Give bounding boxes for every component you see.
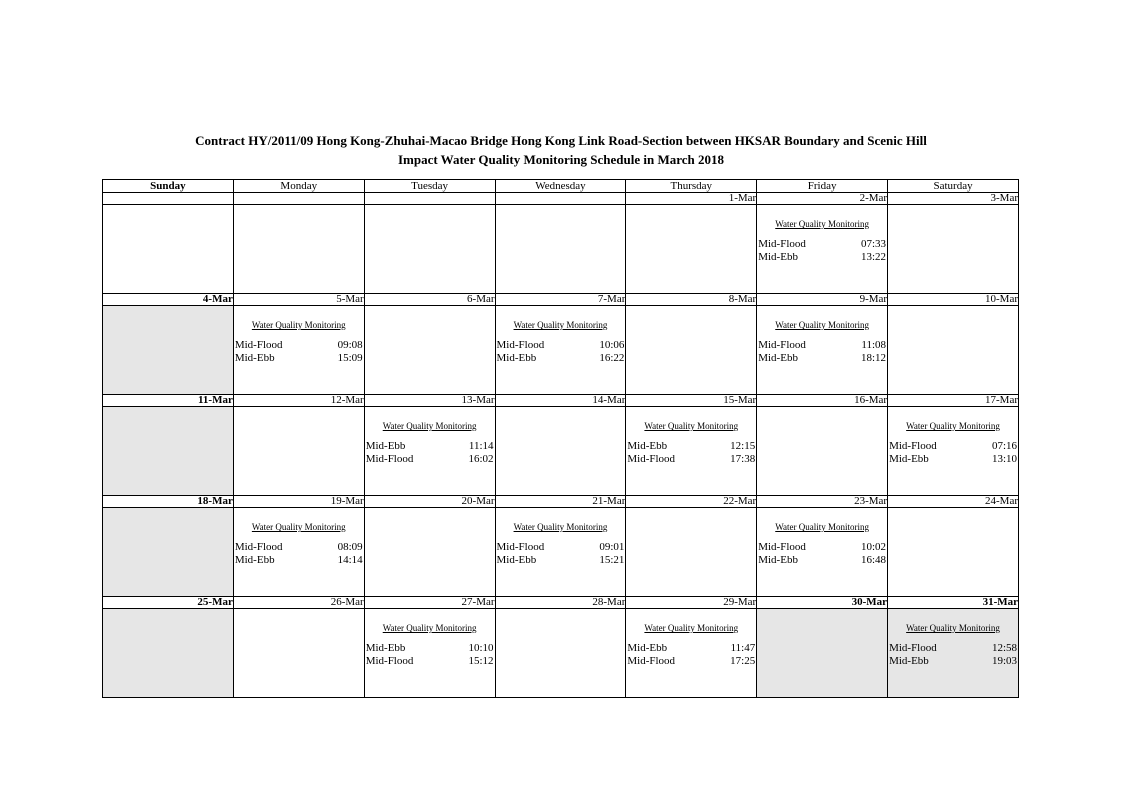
date-label: 20-Mar (364, 496, 495, 508)
tide-slots (365, 440, 495, 466)
day-cell (103, 508, 234, 597)
day-cell-row (103, 407, 1019, 496)
day-cell (364, 205, 495, 294)
document-subtitle: Impact Water Quality Monitoring Schedule in March 2018 (397, 152, 725, 167)
document-title: Contract HY/2011/09 Hong Kong-Zhuhai-Macao Bridge Hong Kong Link Road-Section between HKSAR Boundary and Scenic Hill (195, 133, 927, 148)
tide-slot (626, 642, 756, 655)
date-label: 14-Mar (495, 395, 626, 407)
tide-time: 11:14 (468, 440, 494, 452)
monitoring-label: Water Quality Monitoring (644, 623, 739, 633)
weekday-header: Sunday (103, 180, 234, 193)
tide-time: 14:14 (337, 554, 363, 566)
tide-time: 19:03 (991, 655, 1017, 667)
date-label: 25-Mar (103, 597, 234, 609)
date-label: 7-Mar (495, 294, 626, 306)
tide-slots (234, 339, 364, 365)
tide-time: 16:02 (468, 453, 494, 465)
tide-time: 18:12 (861, 352, 887, 364)
tide-slot (757, 251, 887, 264)
day-cell (233, 306, 364, 395)
tide-slot (234, 554, 364, 567)
monitoring-label: Water Quality Monitoring (906, 623, 1000, 633)
day-cell-row (103, 508, 1019, 597)
day-cell (495, 205, 626, 294)
tide-name: Mid-Ebb (234, 554, 275, 566)
day-cell-row (103, 609, 1019, 698)
day-cell (233, 205, 364, 294)
day-cell (364, 407, 495, 496)
tide-slots (757, 541, 887, 567)
tide-slots (757, 339, 887, 365)
tide-name: Mid-Flood (758, 541, 806, 553)
tide-name: Mid-Ebb (627, 440, 668, 452)
tide-slot (888, 453, 1018, 466)
date-row (103, 597, 1019, 609)
tide-name: Mid-Ebb (496, 554, 537, 566)
tide-name: Mid-Flood (758, 238, 806, 250)
tide-slot (496, 352, 626, 365)
date-label: 17-Mar (888, 395, 1019, 407)
tide-slot (234, 541, 364, 554)
day-cell (626, 205, 757, 294)
date-label: 29-Mar (626, 597, 757, 609)
tide-time: 15:21 (599, 554, 625, 566)
tide-slot (757, 541, 887, 554)
day-cell (757, 205, 888, 294)
tide-slot (626, 440, 756, 453)
monitoring-calendar (102, 179, 1019, 698)
tide-slot (496, 339, 626, 352)
day-cell (364, 508, 495, 597)
tide-name: Mid-Flood (365, 655, 414, 667)
tide-slot (757, 352, 887, 365)
day-cell (103, 609, 234, 698)
monitoring-label: Water Quality Monitoring (251, 522, 346, 532)
tide-name: Mid-Ebb (889, 453, 929, 465)
day-cell (626, 508, 757, 597)
date-label: 9-Mar (757, 294, 888, 306)
monitoring-label: Water Quality Monitoring (775, 219, 870, 229)
tide-time: 16:48 (861, 554, 887, 566)
tide-name: Mid-Ebb (365, 642, 406, 654)
date-label: 12-Mar (233, 395, 364, 407)
tide-slot (365, 440, 495, 453)
weekday-header: Wednesday (495, 180, 626, 193)
date-label: 4-Mar (103, 294, 234, 306)
tide-time: 10:02 (861, 541, 887, 553)
weekday-header: Thursday (626, 180, 757, 193)
tide-time: 17:38 (730, 453, 756, 465)
monitoring-label: Water Quality Monitoring (382, 623, 477, 633)
tide-slot (496, 554, 626, 567)
tide-name: Mid-Flood (496, 541, 545, 553)
date-label: 13-Mar (364, 395, 495, 407)
day-cell (888, 407, 1019, 496)
date-label: 8-Mar (626, 294, 757, 306)
tide-slot (888, 642, 1018, 655)
monitoring-label: Water Quality Monitoring (775, 522, 870, 532)
day-cell (495, 306, 626, 395)
day-cell (233, 609, 364, 698)
monitoring-label: Water Quality Monitoring (251, 320, 346, 330)
tide-slots (888, 642, 1018, 668)
date-label: 26-Mar (233, 597, 364, 609)
day-cell (757, 508, 888, 597)
tide-name: Mid-Ebb (758, 251, 798, 263)
tide-time: 12:15 (730, 440, 756, 452)
tide-name: Mid-Ebb (889, 655, 929, 667)
date-label: 5-Mar (233, 294, 364, 306)
tide-time: 12:58 (991, 642, 1017, 654)
tide-slot (496, 541, 626, 554)
date-label: 2-Mar (757, 193, 888, 205)
tide-name: Mid-Flood (889, 440, 937, 452)
tide-time: 07:33 (861, 238, 887, 250)
tide-slot (757, 238, 887, 251)
date-label: 19-Mar (233, 496, 364, 508)
day-cell (888, 508, 1019, 597)
tide-name: Mid-Flood (758, 339, 806, 351)
date-label: 27-Mar (364, 597, 495, 609)
tide-name: Mid-Flood (365, 453, 414, 465)
calendar-body (103, 193, 1019, 698)
date-label (364, 193, 495, 205)
day-cell-row (103, 306, 1019, 395)
date-label: 31-Mar (888, 597, 1019, 609)
tide-slot (365, 642, 495, 655)
tide-name: Mid-Flood (889, 642, 937, 654)
date-label: 24-Mar (888, 496, 1019, 508)
date-row (103, 496, 1019, 508)
tide-slot (365, 655, 495, 668)
weekday-header-row (103, 180, 1019, 193)
tide-time: 08:09 (337, 541, 363, 553)
tide-slots (626, 440, 756, 466)
tide-time: 13:10 (991, 453, 1017, 465)
tide-name: Mid-Ebb (496, 352, 537, 364)
date-label: 6-Mar (364, 294, 495, 306)
tide-slot (234, 339, 364, 352)
tide-slot (234, 352, 364, 365)
monitoring-label: Water Quality Monitoring (906, 421, 1000, 431)
date-row (103, 395, 1019, 407)
tide-time: 09:08 (337, 339, 363, 351)
tide-slots (626, 642, 756, 668)
day-cell (888, 609, 1019, 698)
monitoring-label: Water Quality Monitoring (775, 320, 870, 330)
date-label: 23-Mar (757, 496, 888, 508)
day-cell-row (103, 205, 1019, 294)
day-cell (103, 306, 234, 395)
day-cell (888, 205, 1019, 294)
date-label: 10-Mar (888, 294, 1019, 306)
day-cell (364, 306, 495, 395)
tide-name: Mid-Ebb (758, 352, 798, 364)
weekday-header: Monday (233, 180, 364, 193)
tide-name: Mid-Flood (627, 655, 676, 667)
tide-time: 13:22 (861, 251, 887, 263)
day-cell (495, 407, 626, 496)
day-cell (757, 609, 888, 698)
day-cell (626, 407, 757, 496)
tide-time: 15:09 (337, 352, 363, 364)
day-cell (757, 306, 888, 395)
date-label: 3-Mar (888, 193, 1019, 205)
tide-slot (626, 655, 756, 668)
day-cell (103, 205, 234, 294)
tide-time: 11:08 (861, 339, 887, 351)
tide-slot (757, 554, 887, 567)
weekday-header: Tuesday (364, 180, 495, 193)
tide-time: 10:10 (468, 642, 494, 654)
date-label: 28-Mar (495, 597, 626, 609)
tide-name: Mid-Flood (234, 339, 283, 351)
tide-slots (234, 541, 364, 567)
day-cell (233, 407, 364, 496)
day-cell (495, 609, 626, 698)
weekday-header: Friday (757, 180, 888, 193)
date-label: 30-Mar (757, 597, 888, 609)
day-cell (233, 508, 364, 597)
tide-slots (888, 440, 1018, 466)
day-cell (364, 609, 495, 698)
tide-name: Mid-Ebb (234, 352, 275, 364)
tide-slot (626, 453, 756, 466)
tide-slots (757, 238, 887, 264)
date-label: 16-Mar (757, 395, 888, 407)
tide-slots (496, 339, 626, 365)
weekday-header: Saturday (888, 180, 1019, 193)
day-cell (495, 508, 626, 597)
tide-slots (496, 541, 626, 567)
tide-slot (757, 339, 887, 352)
tide-name: Mid-Ebb (365, 440, 406, 452)
tide-time: 10:06 (599, 339, 625, 351)
tide-time: 07:16 (991, 440, 1017, 452)
day-cell (626, 609, 757, 698)
monitoring-label: Water Quality Monitoring (513, 320, 608, 330)
date-label: 21-Mar (495, 496, 626, 508)
tide-name: Mid-Flood (496, 339, 545, 351)
day-cell (757, 407, 888, 496)
tide-time: 16:22 (599, 352, 625, 364)
tide-name: Mid-Ebb (627, 642, 668, 654)
monitoring-label: Water Quality Monitoring (382, 421, 477, 431)
date-label: 1-Mar (626, 193, 757, 205)
tide-slot (365, 453, 495, 466)
monitoring-label: Water Quality Monitoring (644, 421, 739, 431)
tide-name: Mid-Flood (627, 453, 676, 465)
day-cell (103, 407, 234, 496)
date-label (495, 193, 626, 205)
tide-name: Mid-Flood (234, 541, 283, 553)
date-label (103, 193, 234, 205)
tide-name: Mid-Ebb (758, 554, 798, 566)
date-label: 15-Mar (626, 395, 757, 407)
date-label: 18-Mar (103, 496, 234, 508)
tide-slot (888, 655, 1018, 668)
date-row (103, 193, 1019, 205)
tide-slot (888, 440, 1018, 453)
tide-time: 11:47 (730, 642, 756, 654)
date-row (103, 294, 1019, 306)
date-label: 11-Mar (103, 395, 234, 407)
day-cell (626, 306, 757, 395)
day-cell (888, 306, 1019, 395)
date-label (233, 193, 364, 205)
monitoring-label: Water Quality Monitoring (513, 522, 608, 532)
tide-time: 17:25 (730, 655, 756, 667)
tide-time: 15:12 (468, 655, 494, 667)
tide-slots (365, 642, 495, 668)
date-label: 22-Mar (626, 496, 757, 508)
tide-time: 09:01 (599, 541, 625, 553)
